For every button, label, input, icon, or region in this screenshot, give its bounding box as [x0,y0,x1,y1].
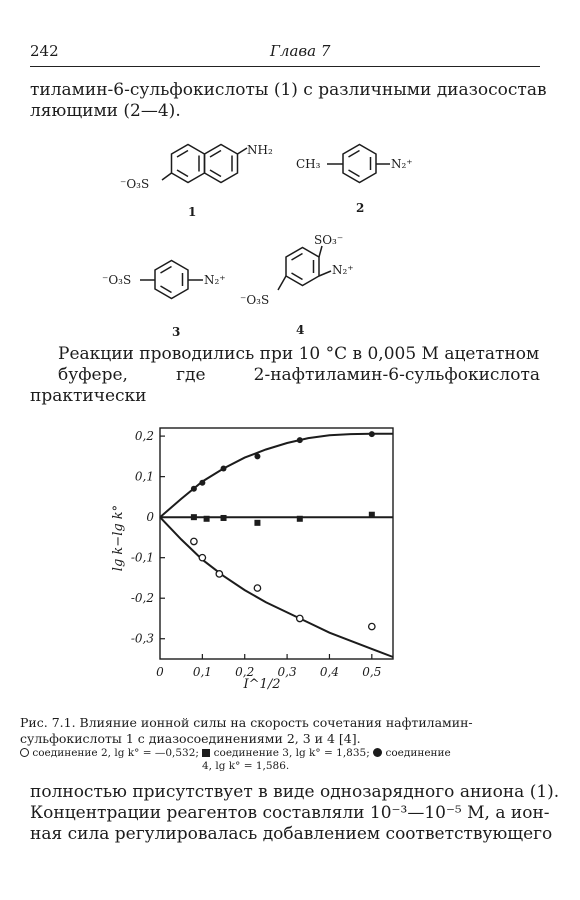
y-tick-label: -0,3 [130,631,154,646]
filled-circle-symbol [373,748,382,757]
header-rule [30,66,540,67]
c4-sulfonate-label: ⁻O₃S [240,293,270,307]
text-line: тиламин-6-сульфокислоты (1) с различными диазосостав [30,80,547,100]
filled-circle-point [191,486,197,492]
y-tick-label: 0,2 [134,429,154,444]
text-line: Концентрации реагентов составляли 10⁻³—10⁻⁵ М, а ион- [30,803,550,823]
c1-amine-label: NH₂ [247,143,273,157]
open-circle-point [199,554,205,560]
structure-4-ring [278,246,331,290]
open-circle-point [216,571,222,577]
filled-square-point [254,520,260,526]
filled-square-point [297,516,303,522]
caption-line: Рис. 7.1. Влияние ионной силы на скорость сочетания нафтиламин- [20,715,473,730]
legend-compound-4-start: соединение [385,747,451,759]
page-header [20,42,540,64]
figure-legend [20,747,550,773]
c3-diazonium-label: N₂⁺ [204,273,226,287]
filled-circle-point [221,466,227,472]
compound-number-3: 3 [172,325,181,339]
filled-circle-point [297,437,303,443]
legend-compound-4-end: 4, lg k° = 1,586. [202,760,290,772]
x-axis-title: I^1/2 [243,677,281,690]
filled-square-symbol [202,749,210,757]
y-axis-title: lg k−lg k° [111,504,126,572]
open-circle-point [369,623,375,629]
c4-diazonium-label: N₂⁺ [332,263,354,277]
paragraph-intro [30,80,547,122]
x-tick-label: 0,5 [362,665,382,679]
c3-sulfonate-label: ⁻O₃S [102,273,132,287]
filled-circle-point [254,453,260,459]
text-line: буфере, где 2-нафтиламин-6-сульфокислота практически [30,365,540,406]
x-tick-label: 0,2 [235,665,255,679]
compound-number-4: 4 [296,323,305,337]
structure-3-ring [140,261,203,299]
open-circle-symbol [20,748,29,757]
filled-square-point [221,515,227,521]
figure-caption [20,715,550,747]
filled-circle-point [199,480,205,486]
legend-compound-3: соединение 3, lg k° = 1,835; [213,747,370,759]
structure-2-ring [327,145,390,183]
open-circle-point [191,538,197,544]
c2-methyl-label: CH₃ [296,157,321,171]
c4-sulfonate-top-label: SO₃⁻ [314,233,344,247]
x-tick-label: 0,1 [192,665,212,679]
c2-diazonium-label: N₂⁺ [391,157,413,171]
paragraph-concentrations [30,782,560,845]
open-circle-point [297,615,303,621]
ionic-strength-chart [100,390,400,690]
y-tick-label: 0,1 [134,469,154,484]
filled-circle-fit-curve [160,434,393,518]
caption-line: сульфокислоты 1 с диазосоединениями 2, 3 и 4 [4]. [20,731,361,746]
text-line: полностью присутствует в виде однозарядного аниона (1). [30,782,560,802]
filled-square-point [204,516,210,522]
compound-number-1: 1 [188,205,197,219]
text-line: ная сила регулировалась добавлением соответствующего [30,824,553,844]
filled-circle-point [369,431,375,437]
structure-1-naphthalene [162,145,247,183]
x-tick-label: 0 [156,665,164,679]
text-line: Реакции проводились при 10 °C в 0,005 М ацетатном [58,344,540,364]
compound-number-2: 2 [356,201,365,215]
running-title: Глава 7 [270,42,331,60]
x-tick-label: 0,4 [319,665,340,679]
y-tick-label: 0 [146,510,154,525]
x-tick-label: 0,3 [277,665,297,679]
filled-square-point [191,514,197,520]
y-tick-label: -0,2 [130,591,154,606]
legend-compound-2: соединение 2, lg k° = —0,532; [32,747,199,759]
open-circle-point [254,585,260,591]
c1-sulfonate-label: ⁻O₃S [120,177,150,191]
y-tick-label: -0,1 [130,550,154,565]
text-line: ляющими (2—4). [30,101,181,121]
filled-square-point [369,512,375,518]
page-number: 242 [30,42,59,60]
